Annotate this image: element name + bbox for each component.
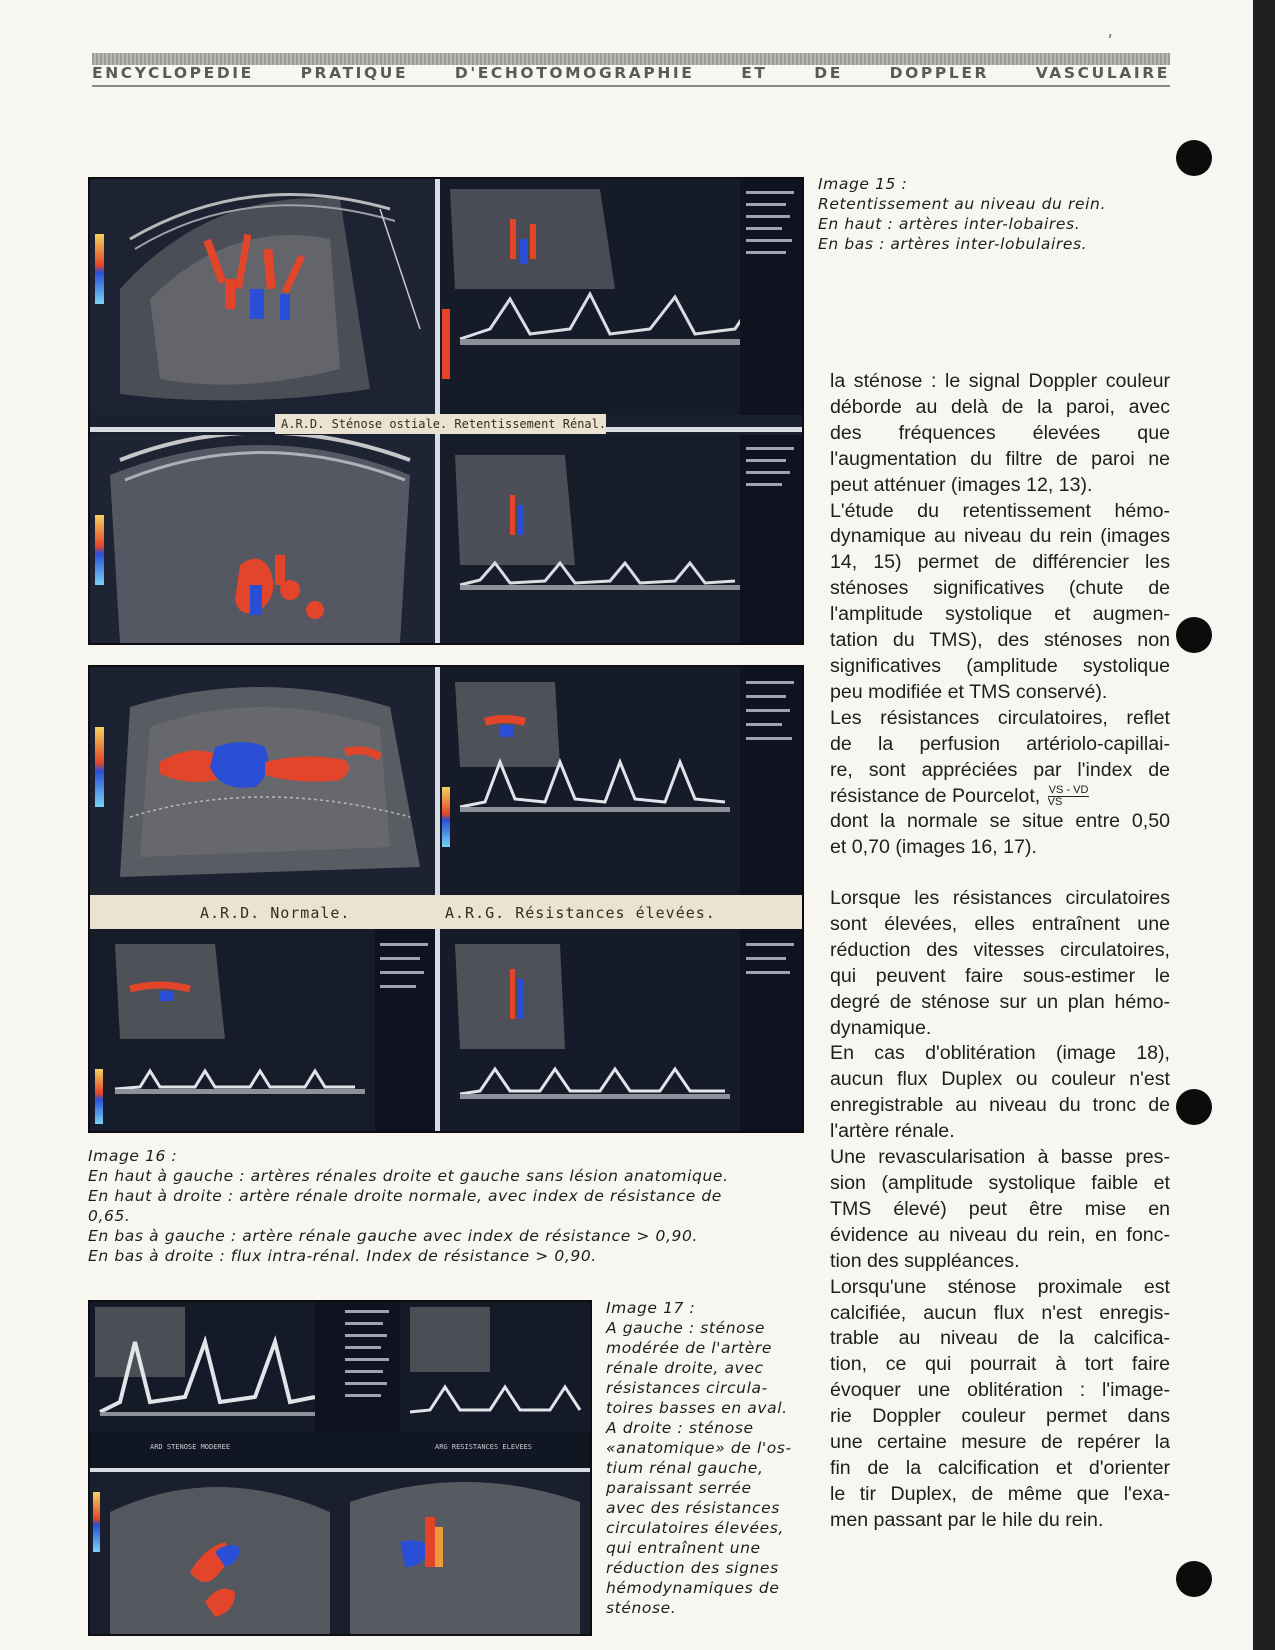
body-line: peut atténuer (images 12, 13). [830, 473, 1093, 496]
image-15-top-left-kidney-doppler [90, 179, 435, 415]
body-line: TMS élevé) peut être mise en [830, 1197, 1170, 1220]
image-15-caption-line: En haut : artères inter-lobaires. [818, 215, 1081, 233]
pourcelot-fraction [1048, 785, 1090, 808]
image-15-ultrasound-panel [88, 177, 804, 645]
body-line: dont la normale se situe entre 0,50 [830, 810, 1170, 833]
image-16-label-left: A.R.D. Normale. [200, 904, 351, 922]
image-17-right-label: ARG RESISTANCES ELEVEES [435, 1443, 532, 1451]
body-line: tion des suppléances. [830, 1249, 1020, 1272]
body-line: trable au niveau de la calcifica- [830, 1327, 1170, 1350]
image-15-label-strip: A.R.D. Sténose ostiale. Retentissement Rénal. [275, 414, 606, 434]
image-15-caption-line: Retentissement au niveau du rein. [818, 195, 1106, 213]
image-16-caption-title: Image 16 : [88, 1147, 178, 1165]
image-17-caption-title: Image 17 : [606, 1299, 696, 1317]
pourcelot-prefix: résistance de Pourcelot, [830, 784, 1041, 807]
running-header: ENCYCLOPEDIE PRATIQUE D'ECHOTOMOGRAPHIE ET DE DOPPLER VASCULAIRE [92, 64, 1170, 82]
image-16-ultrasound-panel [88, 665, 804, 1133]
image-17-ultrasound-panel [88, 1300, 592, 1636]
image-16-caption-line: En haut à droite : artère rénale droite normale, avec index de résistance de [88, 1187, 722, 1205]
image-17-caption-line: sténose. [606, 1599, 677, 1617]
image-16-bottom-right-intrarenal-spectrum [440, 929, 802, 1131]
body-line: degré de sténose sur un plan hémo- [830, 990, 1170, 1013]
body-line: En cas d'oblitération (image 18), [830, 1042, 1170, 1065]
image-15-bottom-right-spectrum [440, 435, 802, 643]
binder-hole-1 [1176, 140, 1212, 176]
body-line: peu modifiée et TMS conservé). [830, 680, 1108, 703]
image-17-caption-line: tium rénal gauche, [606, 1459, 764, 1477]
image-17-bottom-left-doppler [90, 1472, 340, 1634]
body-line: tation du TMS), des sténoses non [830, 629, 1170, 652]
image-17-caption-line: «anatomique» de l'os- [606, 1439, 792, 1457]
binder-hole-4 [1176, 1561, 1212, 1597]
body-line: enregistrable au niveau du tronc de [830, 1094, 1170, 1117]
body-line: le tir Duplex, de même que l'exa- [830, 1482, 1170, 1505]
body-line: déborde au delà de la paroi, avec [830, 395, 1170, 418]
body-line: 14, 15) permet de différencier les [830, 551, 1170, 574]
body-line: Lorsqu'une sténose proximale est [830, 1275, 1170, 1298]
body-line: fin de la calcification et d'orienter [830, 1456, 1170, 1479]
binder-hole-2 [1176, 617, 1212, 653]
image-15-caption-title: Image 15 : [818, 175, 908, 193]
body-line: sont élevées, elles entraînent une [830, 912, 1170, 935]
body-line: des fréquences élevées que [830, 421, 1170, 444]
body-line: la sténose : le signal Doppler couleur [830, 370, 1170, 392]
image-16-top-left-renal-arteries [90, 667, 435, 895]
body-line: sion (amplitude systolique faible et [830, 1171, 1170, 1194]
body-line: dynamique. [830, 1016, 932, 1039]
body-paragraph-2 [830, 886, 1170, 1534]
body-line: Les résistances circulatoires, reflet [830, 706, 1170, 729]
image-16-caption [88, 1146, 729, 1266]
image-16-label-right: A.R.G. Résistances élevées. [445, 904, 716, 922]
body-line: de la perfusion artériolo-capillai- [830, 732, 1170, 755]
image-17-left-label: ARD STENOSE MODEREE [150, 1443, 231, 1451]
image-17-caption-line: A gauche : sténose [606, 1319, 766, 1337]
body-line: une certaine mesure de repérer la [830, 1431, 1170, 1454]
body-line: calcifiée, aucun flux n'est enregis- [830, 1301, 1170, 1324]
image-16-bottom-left-spectrum [90, 929, 435, 1131]
image-15-divider-vertical [435, 179, 440, 643]
image-16-caption-line: En bas à droite : flux intra-rénal. Index de résistance > 0,90. [88, 1247, 597, 1265]
body-line: tion, ce qui pourrait à tort faire [830, 1353, 1170, 1376]
body-line: Une revascularisation à basse pres- [830, 1146, 1170, 1169]
image-17-bottom-right-doppler [340, 1472, 590, 1634]
image-16-top-right-spectrum [440, 667, 802, 895]
image-17-caption-line: modérée de l'artère [606, 1339, 772, 1357]
binder-hole-3 [1176, 1089, 1212, 1125]
image-17-caption-line: hémodynamiques de [606, 1579, 780, 1597]
header-rule [92, 85, 1170, 87]
image-16-caption-line: En bas à gauche : artère rénale gauche avec index de résistance > 0,90. [88, 1227, 698, 1245]
image-15-bottom-left-kidney-doppler [90, 435, 435, 643]
body-line: L'étude du retentissement hémo- [830, 499, 1170, 522]
image-16-caption-line: 0,65. [88, 1207, 131, 1225]
image-15-caption [818, 174, 1106, 254]
body-line: réduction des vitesses circulatoires, [830, 938, 1170, 961]
image-17-caption-line: A droite : sténose [606, 1419, 754, 1437]
body-line: Lorsque les résistances circulatoires [830, 887, 1170, 909]
body-line: rie Doppler couleur permet dans [830, 1405, 1170, 1428]
image-17-caption-line: réduction des signes [606, 1559, 779, 1577]
body-line: dynamique au niveau du rein (images [830, 525, 1170, 548]
body-line: l'artère rénale. [830, 1120, 955, 1143]
image-17-caption-line: paraissant serrée [606, 1479, 752, 1497]
body-line: évidence au niveau du rein, en fonc- [830, 1223, 1170, 1246]
fraction-denominator: VS [1047, 795, 1063, 808]
body-paragraph-1 [830, 369, 1170, 861]
image-17-caption [606, 1298, 796, 1618]
image-16-caption-line: En haut à gauche : artères rénales droite et gauche sans lésion anatomique. [88, 1167, 729, 1185]
image-17-divider-horizontal [90, 1468, 590, 1472]
body-line: men passant par le hile du rein. [830, 1508, 1104, 1531]
image-17-caption-line: rénale droite, avec [606, 1359, 764, 1377]
body-line: re, sont appréciées par l'index de [830, 758, 1170, 781]
image-17-caption-line: toires basses en aval. [606, 1399, 788, 1417]
body-line: significatives (amplitude systolique [830, 654, 1170, 677]
body-line: sténoses significatives (chute de [830, 577, 1170, 600]
image-17-caption-line: avec des résistances [606, 1499, 780, 1517]
body-line: qui peuvent faire sous-estimer le [830, 964, 1170, 987]
body-line: et 0,70 (images 16, 17). [830, 836, 1037, 859]
body-line: l'augmentation du filtre de paroi ne [830, 447, 1170, 470]
scan-edge [1253, 0, 1275, 1650]
pourcelot-line [830, 784, 1170, 810]
body-line: évoquer une oblitération : l'image- [830, 1379, 1170, 1402]
corner-mark: ʹ [1108, 32, 1113, 51]
body-line: l'amplitude systolique et augmen- [830, 603, 1170, 626]
image-15-caption-line: En bas : artères inter-lobulaires. [818, 235, 1088, 253]
image-15-top-right-spectrum [440, 179, 802, 415]
fraction-numerator: VS - VD [1048, 783, 1089, 796]
image-17-caption-line: résistances circula- [606, 1379, 768, 1397]
image-17-caption-line: circulatoires élevées, [606, 1519, 784, 1537]
body-line: aucun flux Duplex ou couleur n'est [830, 1068, 1170, 1091]
image-17-caption-line: qui entraînent une [606, 1539, 761, 1557]
